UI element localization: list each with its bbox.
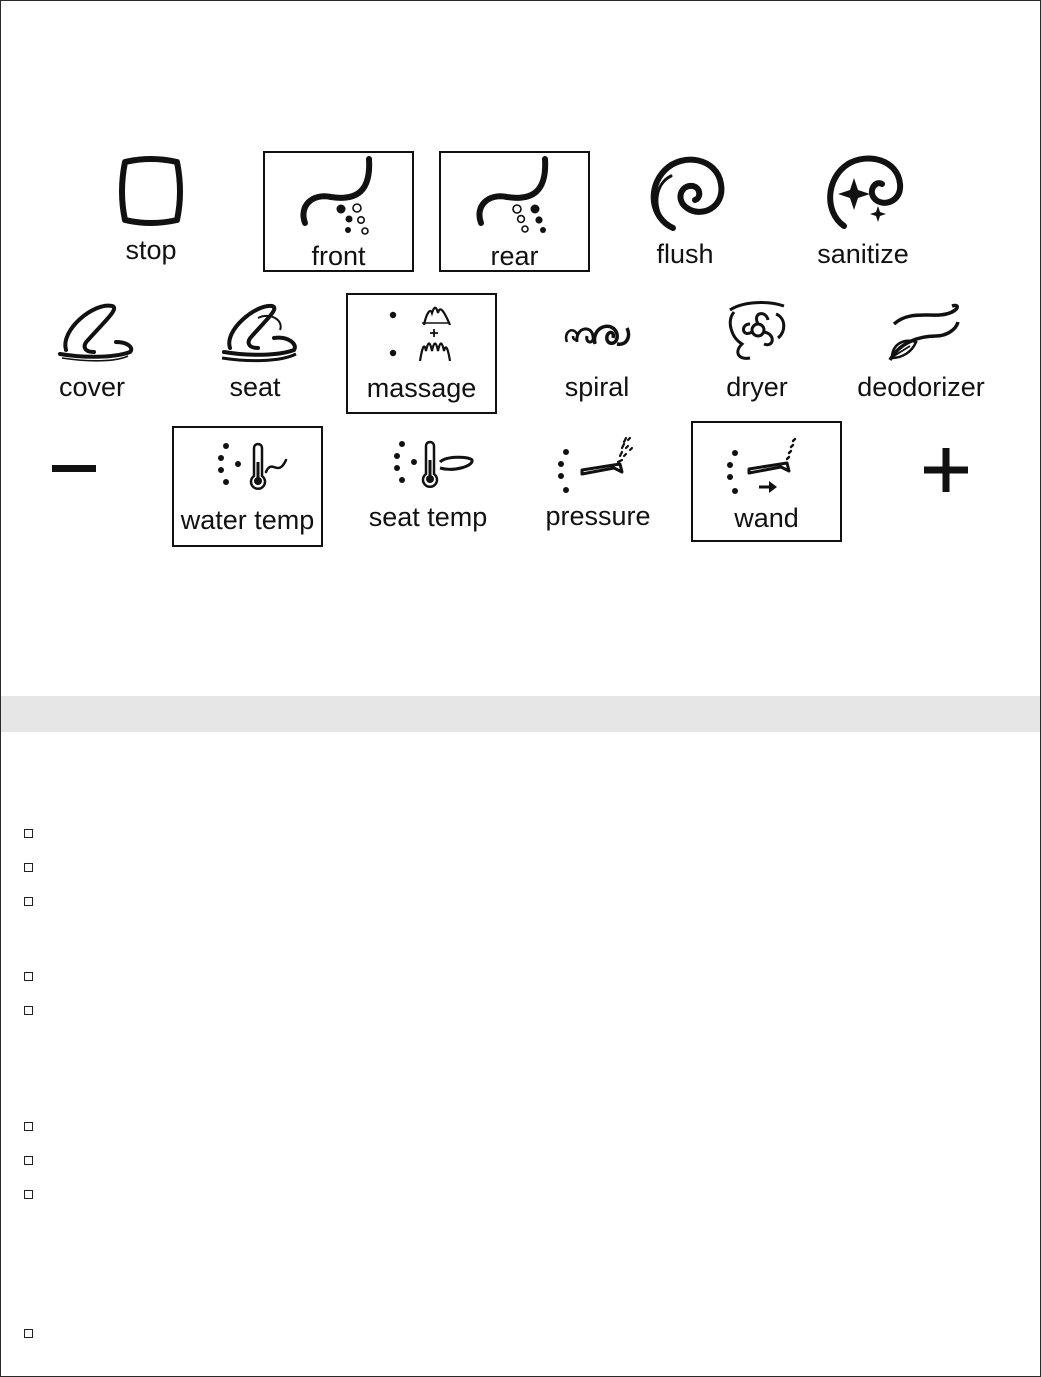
pressure-button[interactable] <box>528 430 668 542</box>
sanitize-label: sanitize <box>817 239 909 269</box>
wand-button[interactable] <box>691 421 842 542</box>
minus-button[interactable] <box>40 440 106 500</box>
flush-label: flush <box>656 239 714 269</box>
checkbox-4[interactable] <box>24 972 33 981</box>
water-temp-button[interactable] <box>172 426 323 547</box>
seat-temp-icon <box>388 436 478 492</box>
checkbox-3[interactable] <box>24 897 33 906</box>
section-divider <box>1 696 1040 732</box>
checkbox-9[interactable] <box>24 1329 33 1338</box>
checkbox-2[interactable] <box>24 863 33 872</box>
cover-lid-icon <box>54 300 134 364</box>
deodorizer-label: deodorizer <box>857 372 985 402</box>
seat-icon <box>218 300 298 364</box>
massage-icon <box>378 301 468 371</box>
pressure-icon <box>552 432 642 496</box>
water-temp-label: water temp <box>180 505 315 535</box>
plus-icon <box>924 448 968 492</box>
checkbox-7[interactable] <box>24 1156 33 1165</box>
wand-icon <box>721 435 811 499</box>
flush-swirl-icon <box>643 148 727 232</box>
sanitize-sparkle-icon <box>820 148 906 232</box>
deodorizer-leaf-icon <box>886 302 962 364</box>
deodorizer-button[interactable] <box>848 296 994 412</box>
minus-icon <box>52 464 96 474</box>
stop-button[interactable] <box>92 148 210 268</box>
dryer-fan-icon <box>722 298 792 364</box>
square-icon <box>111 152 191 232</box>
spiral-label: spiral <box>564 372 630 402</box>
water-temp-icon <box>212 438 292 494</box>
flush-button[interactable] <box>624 148 746 272</box>
pressure-label: pressure <box>545 501 651 531</box>
plus-button[interactable] <box>912 436 980 504</box>
front-button[interactable] <box>263 151 414 272</box>
cover-label: cover <box>58 372 126 402</box>
massage-label: massage <box>366 373 477 403</box>
wand-label: wand <box>734 503 799 533</box>
seat-temp-button[interactable] <box>352 430 504 542</box>
rear-label: rear <box>490 241 539 271</box>
sanitize-button[interactable] <box>802 148 924 272</box>
front-wash-icon <box>297 155 387 239</box>
checkbox-6[interactable] <box>24 1122 33 1131</box>
seat-temp-label: seat temp <box>368 502 488 532</box>
rear-button[interactable] <box>439 151 590 272</box>
cover-button[interactable] <box>30 296 154 412</box>
seat-label: seat <box>229 372 281 402</box>
seat-button[interactable] <box>196 296 314 412</box>
dryer-label: dryer <box>726 372 788 402</box>
dryer-button[interactable] <box>697 296 817 412</box>
checkbox-5[interactable] <box>24 1006 33 1015</box>
checkbox-8[interactable] <box>24 1190 33 1199</box>
spiral-button[interactable] <box>537 296 657 412</box>
rear-wash-icon <box>473 155 563 239</box>
front-label: front <box>311 241 366 271</box>
massage-button[interactable] <box>346 293 497 414</box>
checkbox-1[interactable] <box>24 829 33 838</box>
spiral-icon <box>561 316 633 356</box>
stop-label: stop <box>125 235 177 265</box>
